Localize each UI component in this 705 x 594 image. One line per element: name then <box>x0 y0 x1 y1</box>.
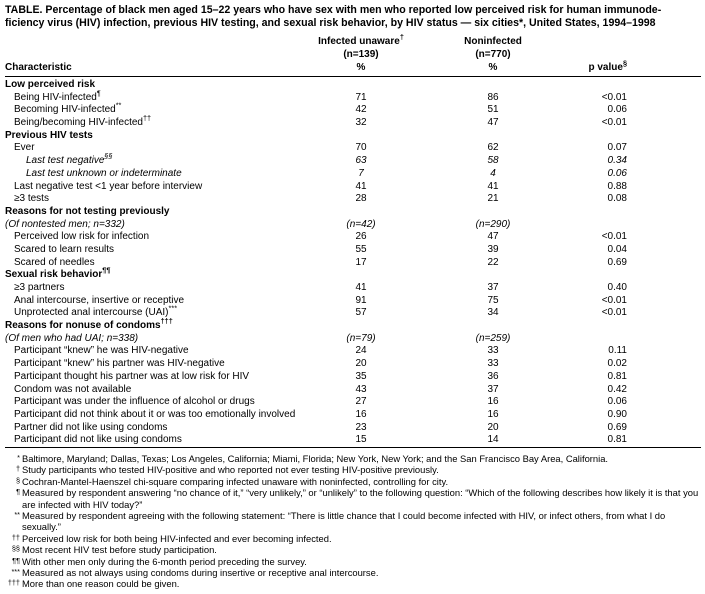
row-label: Scared of needles <box>14 256 95 268</box>
value-infected-unaware: 32 <box>355 117 367 129</box>
column-header-p-value-sup: § <box>622 58 627 68</box>
value-noninfected: 36 <box>487 370 499 382</box>
value-infected-unaware: 28 <box>355 193 367 205</box>
footnote-marker: ¶¶ <box>12 555 20 565</box>
column-header-characteristic: Characteristic <box>5 62 72 73</box>
value-infected-unaware: 42 <box>355 104 367 116</box>
row-label: Participant did not like using condoms <box>14 434 182 446</box>
row-label: (Of men who had UAI; n=338) <box>5 332 139 344</box>
data-row <box>5 181 701 194</box>
value-noninfected: 22 <box>487 256 499 268</box>
footnote <box>5 578 701 589</box>
data-row <box>5 434 701 447</box>
header-row-units <box>5 58 701 74</box>
value-noninfected: 41 <box>487 180 499 192</box>
row-label: Reasons for nonuse of condoms††† <box>5 316 173 332</box>
value-noninfected: 47 <box>487 231 499 243</box>
footnote <box>5 510 701 533</box>
value-infected-unaware: 16 <box>355 408 367 420</box>
footnote-marker: §§ <box>11 544 20 554</box>
value-noninfected: 58 <box>487 155 499 167</box>
value-infected-unaware: 71 <box>355 91 367 103</box>
data-row <box>5 333 701 346</box>
row-label: ≥3 partners <box>14 282 65 293</box>
data-row <box>5 422 701 435</box>
value-p: 0.06 <box>607 396 627 408</box>
footnote <box>5 567 701 578</box>
data-row <box>5 101 701 117</box>
value-infected-unaware: 7 <box>358 167 364 179</box>
value-p: 0.81 <box>607 434 627 446</box>
footnotes <box>5 450 701 594</box>
value-noninfected: 37 <box>487 383 499 395</box>
data-row <box>5 304 701 320</box>
value-noninfected: 14 <box>487 434 499 446</box>
table-title <box>5 4 701 30</box>
value-infected-unaware: 70 <box>355 142 367 154</box>
data-row <box>5 219 701 232</box>
value-p: 0.07 <box>607 142 627 154</box>
value-p: 0.69 <box>607 421 627 433</box>
column-header-infected-unaware-text: Infected unaware <box>318 36 400 47</box>
value-p <box>553 219 701 232</box>
footnote <box>5 453 701 464</box>
row-label: Being/becoming HIV-infected†† <box>14 113 152 129</box>
row-label: Last negative test <1 year before interview <box>14 180 203 192</box>
value-p: <0.01 <box>601 117 627 129</box>
footnote-text: Baltimore, Maryland; Dallas, Texas; Los Angeles, California; Miami, Florida; New York, New York; and the San Francisco Bay Area, California. <box>22 452 609 464</box>
value-p: 0.34 <box>607 155 627 167</box>
footnote-marker: § <box>15 475 20 485</box>
value-p: 0.42 <box>607 383 627 395</box>
footnote-text: Measured by respondent answering “no chance of it,” “very unlikely,” or “unlikely” to the following question: “Which of the following describes how likely it is that you are infected with HIV today?” <box>22 487 699 510</box>
row-label: Participant was under the influence of alcohol or drugs <box>14 396 255 408</box>
footnote <box>5 556 701 567</box>
row-label: Participant thought his partner was at low risk for HIV <box>14 370 250 382</box>
column-header-p-value-text: p value <box>588 62 623 73</box>
row-label: (Of nontested men; n=332) <box>5 218 125 230</box>
data-row <box>5 168 701 181</box>
column-header-noninfected: Noninfected <box>464 36 522 47</box>
value-infected-unaware: (n=42) <box>346 218 376 230</box>
value-infected-unaware: 57 <box>355 307 367 319</box>
footnote-text: Most recent HIV test before study participation. <box>22 544 217 556</box>
value-noninfected: 62 <box>487 142 499 154</box>
footnote-text: Measured as not always using condoms during insertive or receptive anal intercourse. <box>22 567 379 578</box>
column-header-percent-infected: % <box>356 62 366 73</box>
row-label: Last test negative§§ <box>26 151 113 167</box>
row-label: Participant “knew” his partner was HIV-negative <box>14 358 225 370</box>
section-header-row <box>5 206 701 219</box>
value-infected-unaware: 41 <box>355 180 367 192</box>
value-p: 0.02 <box>607 358 627 370</box>
footnote <box>5 487 701 510</box>
row-label: Last test unknown or indeterminate <box>26 167 182 179</box>
value-noninfected: 20 <box>487 421 499 433</box>
row-label: Partner did not like using condoms <box>14 421 168 433</box>
data-row <box>5 282 701 295</box>
data-row <box>5 295 701 308</box>
value-infected-unaware: 91 <box>355 294 367 306</box>
footnote <box>5 544 701 555</box>
value-infected-unaware: 55 <box>355 243 367 255</box>
footnote-text: Perceived low risk for both being HIV-infected and ever becoming infected. <box>22 532 332 544</box>
value-noninfected: 16 <box>487 396 499 408</box>
value-infected-unaware: 24 <box>355 345 367 357</box>
value-noninfected: 39 <box>487 243 499 255</box>
value-noninfected: (n=290) <box>475 218 511 230</box>
footnote <box>5 476 701 487</box>
value-p: <0.01 <box>601 294 627 306</box>
footnote-marker: * <box>17 452 20 462</box>
data-row <box>5 396 701 409</box>
row-label: Scared to learn results <box>14 243 115 255</box>
data-row <box>5 88 701 105</box>
value-p: <0.01 <box>601 307 627 319</box>
value-p <box>553 333 701 346</box>
footnote-marker: ** <box>14 509 20 519</box>
table-header <box>5 32 701 74</box>
footnote-marker: †† <box>11 532 20 542</box>
row-label: Unprotected anal intercourse (UAI)*** <box>14 304 178 319</box>
header-row-names <box>5 32 701 48</box>
value-p: 0.90 <box>607 408 627 420</box>
data-row <box>5 384 701 397</box>
value-noninfected: 4 <box>490 167 496 179</box>
value-p: <0.01 <box>601 91 627 103</box>
footnote-text: Cochran-Mantel-Haenszel chi-square comparing infected unaware with noninfected, controlling for city. <box>22 475 449 487</box>
value-noninfected: 34 <box>487 307 499 319</box>
row-label: Condom was not available <box>14 383 132 395</box>
value-infected-unaware: 15 <box>355 434 367 446</box>
column-header-p-value <box>553 58 701 74</box>
column-header-infected-unaware-sup: † <box>399 32 404 42</box>
data-row <box>5 193 701 206</box>
value-noninfected: 37 <box>487 282 499 293</box>
value-p: 0.06 <box>607 167 627 179</box>
value-noninfected: 86 <box>487 91 499 103</box>
value-noninfected: 33 <box>487 358 499 370</box>
row-label: Previous HIV tests <box>5 129 93 141</box>
row-label: Low perceived risk <box>5 79 96 90</box>
value-p: 0.11 <box>608 345 627 357</box>
data-row <box>5 151 701 168</box>
value-p: 0.81 <box>607 370 627 382</box>
data-row <box>5 409 701 422</box>
value-p: 0.40 <box>607 282 627 293</box>
value-noninfected: (n=259) <box>475 332 511 344</box>
footnote-text: Measured by respondent agreeing with the following statement: “There is little chance that I could become infected with HIV, or infect others, from what I do sexually.” <box>22 509 666 533</box>
column-header-infected-unaware <box>301 32 421 48</box>
value-infected-unaware: 43 <box>355 383 367 395</box>
row-label: Participant did not think about it or was too emotionally involved <box>14 408 296 420</box>
data-row <box>5 345 701 358</box>
data-row <box>5 113 701 130</box>
section-header-row <box>5 79 701 92</box>
footnote-marker: ††† <box>7 578 20 588</box>
footnote <box>5 533 701 544</box>
value-infected-unaware: 63 <box>355 155 367 167</box>
value-p: 0.08 <box>607 193 627 205</box>
table-body <box>5 77 701 447</box>
row-label: Becoming HIV-infected** <box>14 101 122 116</box>
footnote-marker: *** <box>11 567 20 576</box>
value-infected-unaware: 23 <box>355 421 367 433</box>
footnote <box>5 464 701 475</box>
footnotes-rule <box>5 447 701 448</box>
row-label: Being HIV-infected¶ <box>14 88 101 103</box>
title-line-1: TABLE. Percentage of black men aged 15–22 years who have sex with men who reported low perceived risk for human immunode- <box>5 4 662 16</box>
data-row <box>5 358 701 371</box>
value-infected-unaware: 17 <box>355 256 367 268</box>
value-infected-unaware: 27 <box>355 396 367 408</box>
value-p: 0.06 <box>607 104 627 116</box>
value-infected-unaware: 35 <box>355 370 367 382</box>
value-infected-unaware: 20 <box>355 358 367 370</box>
row-label: Anal intercourse, insertive or receptive <box>14 294 185 306</box>
value-noninfected: 75 <box>487 294 499 306</box>
value-noninfected: 47 <box>487 117 499 129</box>
section-header-row <box>5 130 701 143</box>
value-infected-unaware: 26 <box>355 231 367 243</box>
data-row <box>5 244 701 257</box>
row-label: Ever <box>14 142 35 154</box>
value-noninfected: 21 <box>487 193 499 205</box>
row-label: Perceived low risk for infection <box>14 231 150 243</box>
header-row-n <box>5 48 701 61</box>
value-p: 0.69 <box>607 256 627 268</box>
value-p: 0.88 <box>607 180 627 192</box>
section-header-row <box>5 316 701 333</box>
data-row <box>5 371 701 384</box>
value-infected-unaware: (n=79) <box>346 332 376 344</box>
value-infected-unaware: 41 <box>355 282 367 293</box>
footnote-text: Study participants who tested HIV-positive and who reported not ever testing HIV-positive previously. <box>22 464 439 476</box>
row-label: ≥3 tests <box>14 193 49 205</box>
row-label: Reasons for not testing previously <box>5 205 170 217</box>
footnote-text: More than one reason could be given. <box>22 578 180 590</box>
value-p: 0.04 <box>607 243 627 255</box>
footnote-marker: † <box>15 464 20 474</box>
footnote-text: With other men only during the 6-month period preceding the survey. <box>22 555 307 567</box>
value-noninfected: 16 <box>487 408 499 420</box>
section-header-row <box>5 265 701 282</box>
value-noninfected: 33 <box>487 345 499 357</box>
value-p: <0.01 <box>601 231 627 243</box>
column-header-percent-noninfected: % <box>488 62 498 73</box>
row-label: Sexual risk behavior¶¶ <box>5 265 111 281</box>
footnote-marker: ¶ <box>16 487 20 497</box>
column-header-n-infected: (n=139) <box>343 49 379 60</box>
column-header-n-noninfected: (n=770) <box>475 49 511 60</box>
title-line-2: ficiency virus (HIV) infection, previous HIV testing, and sexual risk behavior, by HIV status — six cities*, United States, 1994–1998 <box>5 17 656 29</box>
row-label: Participant “knew” he was HIV-negative <box>14 345 189 357</box>
data-row <box>5 231 701 244</box>
value-noninfected: 51 <box>487 104 499 116</box>
